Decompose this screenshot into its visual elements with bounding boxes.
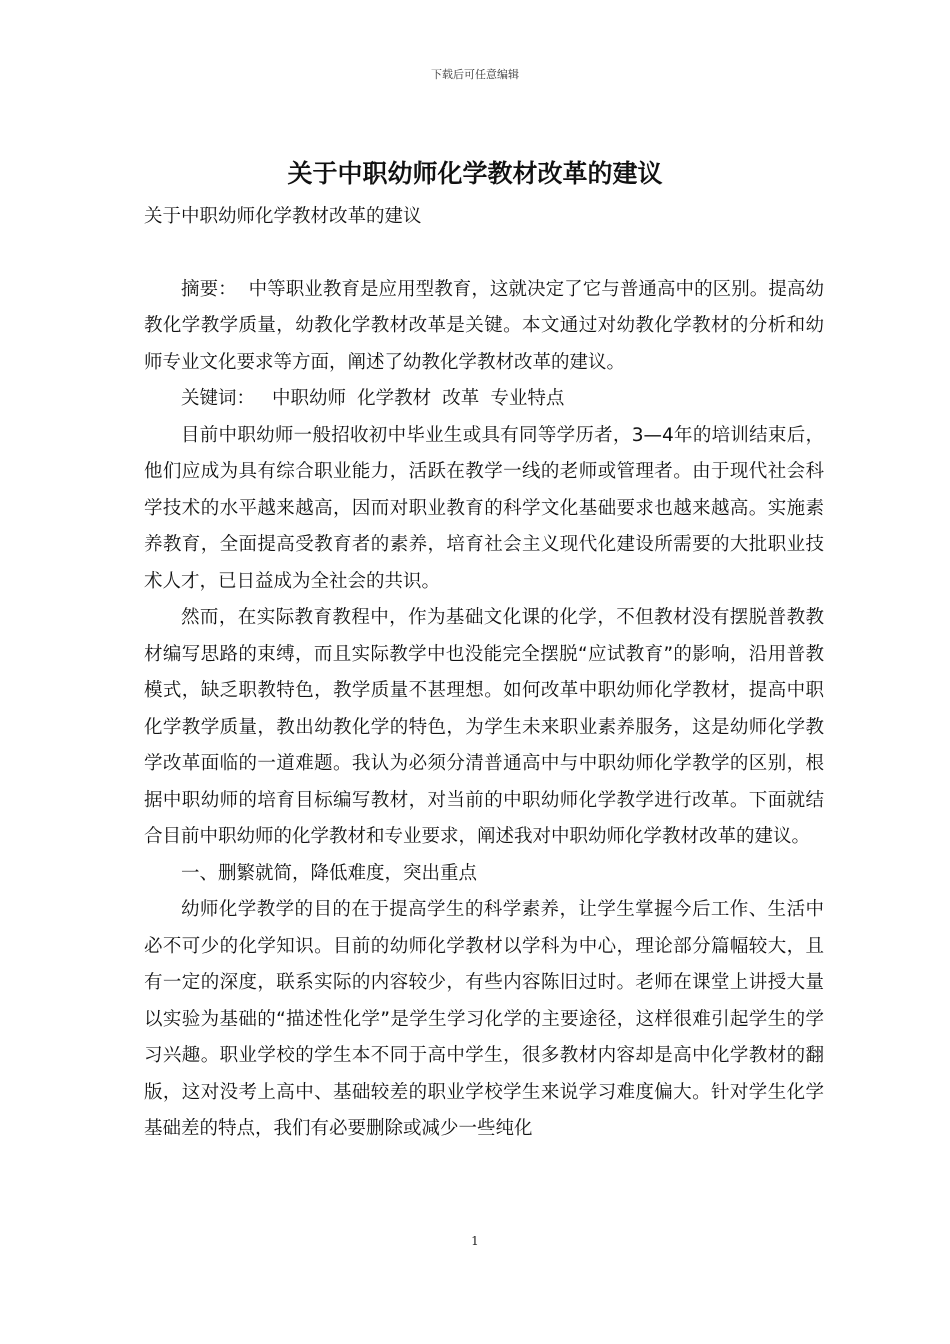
keyword: 专业特点	[490, 388, 565, 409]
document-body	[144, 199, 824, 1148]
section-heading: 一、删繁就简，降低难度，突出重点	[181, 862, 478, 884]
body-paragraph: 目前中职幼师一般招收初中毕业生或具有同等学历者，3—4年的培训结束后，他们应成为具有综合职业能力，活跃在教学一线的老师或管理者。由于现代社会科学技术的水平越来越高，因而对职业教育的科学文化基础要求也越来越高。实施素养教育，全面提高受教育者的素养，培育社会主义现代化建设所需要的大批职业技术人才，已日益成为全社会的共识。	[144, 424, 824, 592]
abstract-text: 中等职业教育是应用型教育，这就决定了它与普通高中的区别。提高幼教化学教学质量，幼教化学教材改革是关键。本文通过对幼教化学教材的分析和幼师专业文化要求等方面，阐述了幼教化学教材改革的建议。	[144, 278, 824, 373]
page-number: 1	[471, 1234, 479, 1248]
keyword: 改革	[442, 388, 480, 409]
abstract-label: 摘要：	[181, 278, 237, 300]
keywords-label: 关键词：	[181, 388, 256, 409]
body-paragraph: 然而，在实际教育教程中，作为基础文化课的化学，不但教材没有摆脱普教教材编写思路的束缚，而且实际教学中也没能完全摆脱“应试教育”的影响，沿用普教模式，缺乏职教特色，教学质量不甚理想。如何改革中职幼师化学教材，提高中职化学教学质量，教出幼教化学的特色，为学生未来职业素养服务，这是幼师化学教学改革面临的一道难题。我认为必须分清普通高中与中职幼师化学教学的区别，根据中职幼师的培育目标编写教材，对当前的中职幼师化学教学进行改革。下面就结合目前中职幼师的化学教材和专业要求，阐述我对中职幼师化学教材改革的建议。	[144, 607, 824, 847]
keyword: 中职幼师	[272, 388, 347, 409]
keyword: 化学教材	[357, 388, 432, 409]
section-paragraph: 幼师化学教学的目的在于提高学生的科学素养，让学生掌握今后工作、生活中必不可少的化学知识。目前的幼师化学教材以学科为中心，理论部分篇幅较大，且有一定的深度，联系实际的内容较少，有些内容陈旧过时。老师在课堂上讲授大量以实验为基础的“描述性化学”是学生学习化学的主要途径，这样很难引起学生的学习兴趣。职业学校的学生本不同于高中学生，很多教材内容却是高中化学教材的翻版，这对没考上高中、基础较差的职业学校学生来说学习难度偏大。针对学生化学基础差的特点，我们有必要删除或减少一些纯化	[144, 899, 824, 1139]
page-header: 下载后可任意编辑	[431, 68, 519, 81]
keywords-paragraph	[144, 381, 824, 418]
document-title: 关于中职幼师化学教材改革的建议	[287, 159, 663, 188]
document-subtitle: 关于中职幼师化学教材改革的建议	[144, 206, 422, 227]
abstract-paragraph	[144, 272, 824, 382]
